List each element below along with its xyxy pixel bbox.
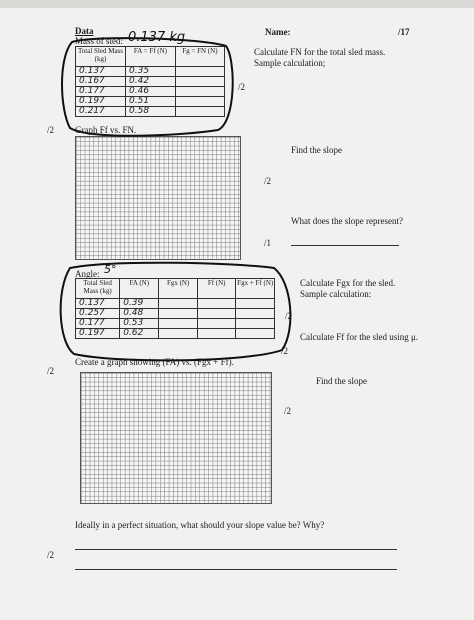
mass-value-handwritten: 0.137 kg <box>128 30 186 45</box>
table-cell: 0.197 <box>76 329 120 339</box>
calc-fgx-prompt: Calculate Fgx for the sled. <box>300 278 396 288</box>
table-cell: 0.48 <box>120 309 159 319</box>
graph2-slope-prompt: Find the slope <box>316 376 367 386</box>
table-cell: 0.39 <box>120 299 159 309</box>
graph2-left-points: /2 <box>47 366 55 376</box>
table-cell: 0.177 <box>76 319 120 329</box>
graph1-slope-prompt: Find the slope <box>291 145 342 155</box>
graph2-title: Create a graph showing (FA) vs. (Fgx + Ff). <box>75 357 234 367</box>
table2-header-sum: Fgx + Ff (N) <box>236 279 275 299</box>
angle-value-handwritten: 5° <box>104 263 117 276</box>
sample-calc-label: Sample calculation; <box>254 58 326 68</box>
table-cell: 0.217 <box>76 107 126 117</box>
section-title: Data <box>75 26 94 36</box>
table2-header-ff: Ff (N) <box>197 279 235 299</box>
table1-header-fa: FA = Ff (N) <box>126 47 176 67</box>
name-label: Name: <box>265 27 291 37</box>
table2-header-fgx: Fgx (N) <box>159 279 198 299</box>
slope-represent-prompt: What does the slope represent? <box>291 216 403 226</box>
table-cell: 0.53 <box>120 319 159 329</box>
table-cell: 0.46 <box>126 87 176 97</box>
table-cell: 0.35 <box>126 67 176 77</box>
calc-fgx-points: /2 <box>285 311 293 321</box>
graph1-slope-points: /2 <box>264 176 272 186</box>
calc-fgx-sample-label: Sample calculation: <box>300 289 372 299</box>
angle-label: Angle: <box>75 269 100 279</box>
table1-header-mass: Total Sled Mass (kg) <box>76 47 126 67</box>
table2-header-mass: Total Sled Mass (kg) <box>76 279 120 299</box>
table-cell: 0.42 <box>126 77 176 87</box>
table1-header-fg: Fg = FN (N) <box>175 47 224 67</box>
table-cell: 0.137 <box>76 299 120 309</box>
table2-header-fa: FA (N) <box>120 279 159 299</box>
section1-points: /2 <box>238 82 246 92</box>
final-question: Ideally in a perfect situation, what should your slope value be? Why? <box>75 520 325 530</box>
table-cell: 0.62 <box>120 329 159 339</box>
mass-label: Mass of sled: <box>75 36 123 46</box>
table-cell: 0.257 <box>76 309 120 319</box>
calc-ff-prompt: Calculate Ff for the sled using μ. <box>300 332 419 342</box>
graph2-slope-points: /2 <box>284 406 292 416</box>
calc-ff-points: /2 <box>281 346 289 356</box>
table-cell: 0.51 <box>126 97 176 107</box>
table-cell: 0.197 <box>76 97 126 107</box>
table-cell: 0.167 <box>76 77 126 87</box>
graph1-title: Graph Ff vs. FN. <box>75 125 137 135</box>
table-cell: 0.58 <box>126 107 176 117</box>
represent-points: /1 <box>264 238 272 248</box>
final-points: /2 <box>47 550 55 560</box>
total-score: /17 <box>398 27 410 37</box>
graph1-left-points: /2 <box>47 125 55 135</box>
table-cell: 0.177 <box>76 87 126 97</box>
calc-fn-prompt: Calculate FN for the total sled mass. <box>254 47 386 57</box>
table-cell: 0.137 <box>76 67 126 77</box>
